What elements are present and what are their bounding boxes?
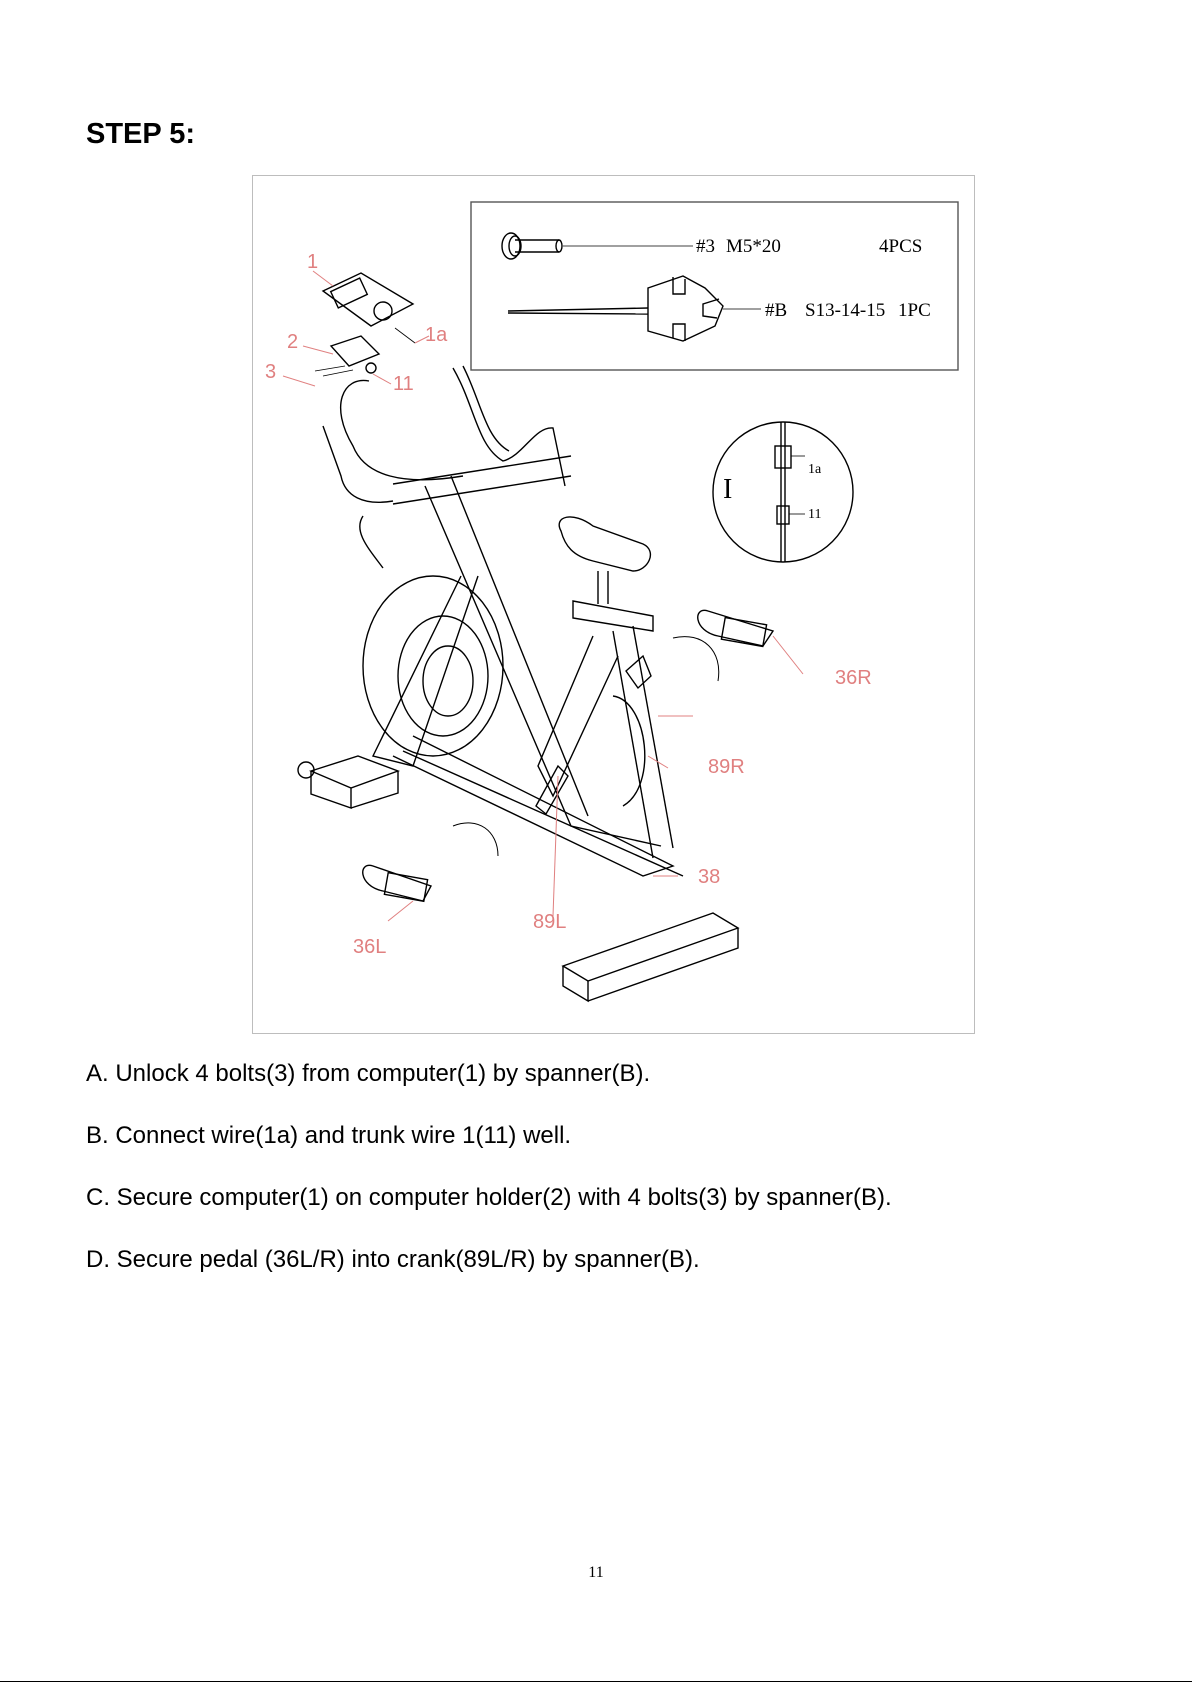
detail-label-1a: 1a xyxy=(808,462,822,477)
instruction-a: A. Unlock 4 bolts(3) from computer(1) by spanner(B). xyxy=(86,1060,651,1087)
spanner-icon xyxy=(508,276,761,341)
label-crank-right: 89R xyxy=(708,756,745,778)
crank-right xyxy=(626,656,651,688)
rear-stabilizer xyxy=(563,913,738,1001)
instruction-b: B. Connect wire(1a) and trunk wire 1(11) well. xyxy=(86,1122,572,1149)
hardware-3-ref: #3 xyxy=(696,236,715,257)
label-pedal-left: 36L xyxy=(353,936,387,958)
bolt-icon xyxy=(502,233,693,259)
label-bolts: 3 xyxy=(265,361,277,383)
label-computer: 1 xyxy=(307,251,319,273)
page-number: 11 xyxy=(588,1564,604,1581)
front-stabilizer xyxy=(298,756,398,808)
hardware-b-ref: #B xyxy=(765,300,788,321)
label-crank-left: 89L xyxy=(533,911,567,933)
label-trunk-wire: 11 xyxy=(393,373,414,395)
detail-id: I xyxy=(723,474,733,505)
hardware-3-spec: M5*20 xyxy=(726,236,781,257)
hardware-3-qty: 4PCS xyxy=(879,236,923,257)
hardware-box xyxy=(471,202,958,370)
detail-label-11: 11 xyxy=(808,507,822,522)
seat xyxy=(559,517,653,631)
pedal-right xyxy=(698,610,773,646)
label-frame: 38 xyxy=(698,866,721,888)
label-wire: 1a xyxy=(425,324,448,346)
footer-rule xyxy=(0,1681,1192,1682)
rotation-arrow-right xyxy=(673,637,719,681)
rotation-arrow-left xyxy=(453,823,498,856)
label-holder: 2 xyxy=(287,331,299,353)
pedal-left xyxy=(363,865,431,901)
hardware-b-qty: 1PC xyxy=(898,300,931,321)
instruction-d: D. Secure pedal (36L/R) into crank(89L/R) by spanner(B). xyxy=(86,1246,700,1273)
assembly-diagram xyxy=(252,175,975,1034)
bike-frame xyxy=(373,476,683,876)
step-title: STEP 5: xyxy=(86,118,196,150)
instruction-c: C. Secure computer(1) on computer holder(2) with 4 bolts(3) by spanner(B). xyxy=(86,1184,892,1211)
hardware-b-spec: S13-14-15 xyxy=(805,300,886,321)
label-pedal-right: 36R xyxy=(835,667,872,689)
detail-circle xyxy=(713,422,853,562)
computer-console xyxy=(315,273,415,376)
